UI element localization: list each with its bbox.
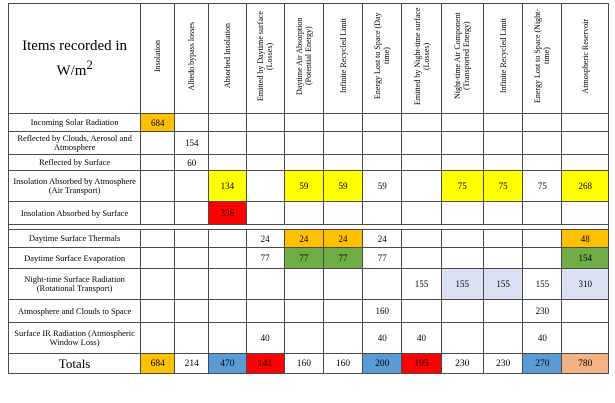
total-cell: 200 [363, 354, 402, 374]
table-cell [402, 202, 441, 225]
table-cell: 75 [441, 171, 483, 202]
table-cell [175, 323, 209, 354]
table-cell [402, 230, 441, 248]
row-label: Incoming Solar Radiation [9, 114, 141, 132]
table-cell [209, 248, 246, 269]
total-cell: 214 [175, 354, 209, 374]
column-header-label: Insolation [153, 40, 163, 72]
table-cell [483, 132, 522, 155]
table-cell [523, 230, 562, 248]
totals-label: Totals [9, 354, 141, 374]
table-cell: 230 [523, 300, 562, 323]
table-cell: 155 [441, 269, 483, 300]
table-cell: 77 [284, 248, 323, 269]
table-row [9, 248, 609, 269]
table-row [9, 230, 609, 248]
column-header-label: Absorbed Insolation [222, 23, 232, 89]
total-cell: 141 [246, 354, 284, 374]
row-label: Insolation Absorbed by Atmosphere (Air Transport) [9, 171, 141, 202]
table-cell [141, 155, 175, 171]
total-cell: 195 [402, 354, 441, 374]
total-cell: 780 [562, 354, 609, 374]
table-cell: 155 [523, 269, 562, 300]
table-cell: 59 [363, 171, 402, 202]
totals-row [9, 354, 609, 374]
table-cell: 77 [323, 248, 362, 269]
table-cell [284, 300, 323, 323]
table-cell [284, 323, 323, 354]
table-cell [441, 323, 483, 354]
table-cell [562, 323, 609, 354]
table-cell [209, 323, 246, 354]
table-cell: 155 [483, 269, 522, 300]
row-label: Surface IR Radiation (Atmospheric Window Loss) [9, 323, 141, 354]
table-cell [175, 114, 209, 132]
table-row [9, 155, 609, 171]
table-cell [141, 171, 175, 202]
table-cell [209, 269, 246, 300]
table-cell [175, 300, 209, 323]
row-label: Reflected by Surface [9, 155, 141, 171]
table-cell [284, 269, 323, 300]
table-cell [363, 132, 402, 155]
table-cell [141, 300, 175, 323]
table-cell: 77 [246, 248, 284, 269]
table-cell [402, 132, 441, 155]
table-cell: 160 [363, 300, 402, 323]
table-cell [141, 248, 175, 269]
table-cell [284, 132, 323, 155]
table-cell [483, 202, 522, 225]
table-cell: 24 [323, 230, 362, 248]
table-cell [363, 269, 402, 300]
column-header [523, 4, 562, 114]
table-row [9, 202, 609, 225]
table-cell [323, 132, 362, 155]
table-row [9, 114, 609, 132]
column-header-label: Energy Lost to Space (Day time) [373, 12, 392, 100]
table-cell: 310 [562, 269, 609, 300]
row-label: Daytime Surface Evaporation [9, 248, 141, 269]
table-cell [323, 155, 362, 171]
table-cell [246, 269, 284, 300]
column-header [175, 4, 209, 114]
table-row [9, 323, 609, 354]
table-row [9, 300, 609, 323]
row-label: Night-time Surface Radiation (Rotational Transport) [9, 269, 141, 300]
table-cell [441, 230, 483, 248]
table-cell [402, 155, 441, 171]
column-header-label: Emitted by Night-time surface (Losses) [412, 7, 431, 105]
table-cell: 75 [523, 171, 562, 202]
table-cell [402, 300, 441, 323]
table-row [9, 132, 609, 155]
total-cell: 470 [209, 354, 246, 374]
table-cell [284, 155, 323, 171]
table-cell [246, 114, 284, 132]
table-cell [441, 114, 483, 132]
table-cell [402, 248, 441, 269]
table-cell [483, 230, 522, 248]
table-cell: 154 [562, 248, 609, 269]
table-cell: 154 [175, 132, 209, 155]
table-cell [175, 248, 209, 269]
column-header-label: Energy Lost to Space (Night-time) [533, 8, 552, 104]
table-cell [562, 155, 609, 171]
title-unit-exponent: 2 [86, 57, 93, 72]
table-cell: 40 [402, 323, 441, 354]
row-label: Insolation Absorbed by Surface [9, 202, 141, 225]
column-header-label: Emitted by Daytime surface (Losses) [256, 11, 275, 101]
column-header [441, 4, 483, 114]
table-cell [209, 230, 246, 248]
table-row [9, 171, 609, 202]
column-header-label: Night-time Air Component (Transported Energy) [453, 12, 472, 100]
table-cell [209, 114, 246, 132]
table-cell [441, 248, 483, 269]
table-cell [523, 132, 562, 155]
table-cell: 75 [483, 171, 522, 202]
table-cell: 24 [363, 230, 402, 248]
column-header-label: Atmospheric Reservoir [580, 18, 590, 94]
total-cell: 230 [441, 354, 483, 374]
table-cell [562, 114, 609, 132]
total-cell: 684 [141, 354, 175, 374]
column-header-label: Infinite Recycled Limit [498, 18, 508, 94]
table-cell: 24 [246, 230, 284, 248]
table-cell: 40 [363, 323, 402, 354]
table-cell [323, 323, 362, 354]
row-label: Reflected by Clouds, Aerosol and Atmosphere [9, 132, 141, 155]
total-cell: 160 [284, 354, 323, 374]
table-cell [402, 114, 441, 132]
table-cell [323, 202, 362, 225]
table-cell [246, 132, 284, 155]
total-cell: 160 [323, 354, 362, 374]
column-header [209, 4, 246, 114]
column-header [246, 4, 284, 114]
table-cell [246, 300, 284, 323]
title-line: Items recorded in [22, 37, 128, 54]
table-cell: 336 [209, 202, 246, 225]
column-header [323, 4, 362, 114]
table-cell [323, 269, 362, 300]
table-cell [483, 155, 522, 171]
table-cell [246, 202, 284, 225]
total-cell: 270 [523, 354, 562, 374]
column-header [402, 4, 441, 114]
table-cell [141, 269, 175, 300]
table-cell [483, 248, 522, 269]
column-header [562, 4, 609, 114]
table-cell: 40 [246, 323, 284, 354]
table-cell [209, 155, 246, 171]
table-cell: 155 [402, 269, 441, 300]
table-cell [141, 202, 175, 225]
table-cell: 268 [562, 171, 609, 202]
table-cell [402, 171, 441, 202]
table-cell: 60 [175, 155, 209, 171]
table-cell: 77 [363, 248, 402, 269]
table-cell [363, 155, 402, 171]
column-header-label: Infinite Recycled Limit [338, 18, 348, 94]
column-header [141, 4, 175, 114]
column-header-label: Daytime Air Absorption (Potential Energy) [294, 17, 313, 95]
table-row [9, 269, 609, 300]
table-cell [323, 300, 362, 323]
table-cell [246, 171, 284, 202]
total-cell: 230 [483, 354, 522, 374]
table-cell [441, 300, 483, 323]
table-cell [284, 202, 323, 225]
title-unit: W/m [56, 62, 87, 79]
table-cell [523, 248, 562, 269]
table-cell [562, 202, 609, 225]
table-cell [323, 114, 362, 132]
table-cell [175, 230, 209, 248]
row-label: Daytime Surface Thermals [9, 230, 141, 248]
table-cell [141, 132, 175, 155]
energy-budget-table [8, 3, 609, 374]
table-cell [141, 323, 175, 354]
table-cell [562, 300, 609, 323]
table-cell [523, 202, 562, 225]
table-cell [483, 300, 522, 323]
table-cell [441, 155, 483, 171]
column-header [284, 4, 323, 114]
table-cell [246, 155, 284, 171]
row-label: Atmosphere and Clouds to Space [9, 300, 141, 323]
table-cell [209, 132, 246, 155]
table-body [9, 114, 609, 374]
table-cell [175, 202, 209, 225]
table-cell [284, 114, 323, 132]
table-cell [441, 132, 483, 155]
column-header [483, 4, 522, 114]
table-cell: 59 [323, 171, 362, 202]
table-cell: 24 [284, 230, 323, 248]
table-cell: 59 [284, 171, 323, 202]
table-cell [483, 323, 522, 354]
table-cell [141, 230, 175, 248]
table-title [9, 4, 141, 114]
table-cell [523, 155, 562, 171]
table-cell [175, 269, 209, 300]
header-row [9, 4, 609, 114]
table-cell: 48 [562, 230, 609, 248]
table-cell [562, 132, 609, 155]
column-header [363, 4, 402, 114]
table-cell [209, 300, 246, 323]
table-cell: 40 [523, 323, 562, 354]
table-cell [175, 171, 209, 202]
table-cell [523, 114, 562, 132]
table-cell: 684 [141, 114, 175, 132]
table-cell [441, 202, 483, 225]
table-cell [483, 114, 522, 132]
table-cell: 134 [209, 171, 246, 202]
table-cell [363, 202, 402, 225]
column-header-label: Albedo bypass losses [187, 21, 197, 91]
table-cell [363, 114, 402, 132]
